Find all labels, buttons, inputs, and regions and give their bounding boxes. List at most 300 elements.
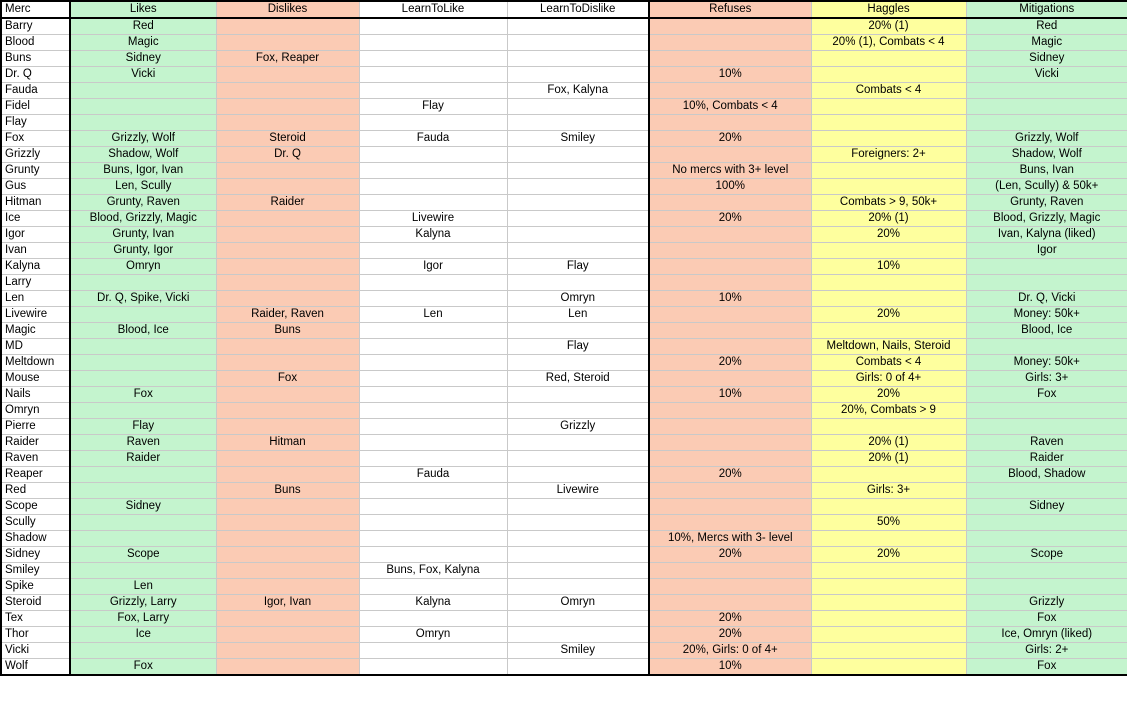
cell[interactable] [507, 659, 649, 676]
cell[interactable] [359, 579, 507, 595]
cell[interactable] [216, 531, 359, 547]
column-header-dislikes[interactable]: Dislikes [216, 1, 359, 18]
cell[interactable] [216, 627, 359, 643]
cell[interactable] [216, 403, 359, 419]
cell[interactable]: Steroid [216, 131, 359, 147]
cell[interactable]: Girls: 2+ [966, 643, 1127, 659]
cell[interactable] [216, 579, 359, 595]
merc-name-cell[interactable]: Shadow [1, 531, 70, 547]
cell[interactable] [811, 467, 966, 483]
cell[interactable] [649, 243, 811, 259]
cell[interactable]: Money: 50k+ [966, 355, 1127, 371]
cell[interactable] [216, 339, 359, 355]
merc-name-cell[interactable]: MD [1, 339, 70, 355]
cell[interactable] [359, 147, 507, 163]
cell[interactable] [811, 275, 966, 291]
cell[interactable] [359, 643, 507, 659]
merc-name-cell[interactable]: Magic [1, 323, 70, 339]
merc-name-cell[interactable]: Pierre [1, 419, 70, 435]
cell[interactable] [649, 435, 811, 451]
cell[interactable] [649, 51, 811, 67]
column-header-mitigations[interactable]: Mitigations [966, 1, 1127, 18]
cell[interactable]: Raven [966, 435, 1127, 451]
merc-name-cell[interactable]: Flay [1, 115, 70, 131]
cell[interactable] [216, 355, 359, 371]
cell[interactable] [649, 259, 811, 275]
cell[interactable] [649, 403, 811, 419]
cell[interactable]: Grizzly, Wolf [966, 131, 1127, 147]
cell[interactable] [359, 435, 507, 451]
cell[interactable]: 20% (1) [811, 451, 966, 467]
cell[interactable] [966, 259, 1127, 275]
cell[interactable]: Blood, Grizzly, Magic [966, 211, 1127, 227]
cell[interactable] [216, 67, 359, 83]
cell[interactable] [811, 643, 966, 659]
cell[interactable] [359, 387, 507, 403]
cell[interactable] [811, 563, 966, 579]
cell[interactable] [216, 291, 359, 307]
cell[interactable]: 50% [811, 515, 966, 531]
cell[interactable] [216, 659, 359, 676]
cell[interactable] [649, 307, 811, 323]
cell[interactable]: Grizzly, Wolf [70, 131, 216, 147]
cell[interactable]: Raider [70, 451, 216, 467]
cell[interactable] [359, 419, 507, 435]
cell[interactable] [507, 579, 649, 595]
merc-name-cell[interactable]: Smiley [1, 563, 70, 579]
cell[interactable] [507, 51, 649, 67]
merc-name-cell[interactable]: Sidney [1, 547, 70, 563]
cell[interactable]: Fox [70, 659, 216, 676]
cell[interactable] [359, 323, 507, 339]
cell[interactable] [507, 627, 649, 643]
cell[interactable] [811, 499, 966, 515]
cell[interactable] [507, 195, 649, 211]
cell[interactable] [70, 515, 216, 531]
cell[interactable]: 20%, Girls: 0 of 4+ [649, 643, 811, 659]
cell[interactable] [507, 67, 649, 83]
cell[interactable]: Grizzly [507, 419, 649, 435]
cell[interactable]: Fox [966, 611, 1127, 627]
cell[interactable]: 20% [649, 467, 811, 483]
cell[interactable] [216, 179, 359, 195]
cell[interactable]: Len [359, 307, 507, 323]
cell[interactable] [359, 83, 507, 99]
cell[interactable]: 10% [649, 291, 811, 307]
cell[interactable] [359, 531, 507, 547]
cell[interactable] [70, 355, 216, 371]
cell[interactable]: Blood, Ice [70, 323, 216, 339]
cell[interactable] [649, 419, 811, 435]
cell[interactable]: Fox, Kalyna [507, 83, 649, 99]
cell[interactable] [359, 67, 507, 83]
cell[interactable] [216, 35, 359, 51]
cell[interactable] [359, 51, 507, 67]
merc-name-cell[interactable]: Blood [1, 35, 70, 51]
cell[interactable]: Len [507, 307, 649, 323]
cell[interactable] [216, 451, 359, 467]
cell[interactable] [359, 515, 507, 531]
cell[interactable] [216, 211, 359, 227]
cell[interactable]: Buns, Igor, Ivan [70, 163, 216, 179]
merc-name-cell[interactable]: Mouse [1, 371, 70, 387]
merc-name-cell[interactable]: Vicki [1, 643, 70, 659]
cell[interactable]: Fox [966, 387, 1127, 403]
cell[interactable] [649, 451, 811, 467]
cell[interactable] [216, 83, 359, 99]
cell[interactable] [811, 67, 966, 83]
merc-name-cell[interactable]: Ice [1, 211, 70, 227]
merc-name-cell[interactable]: Scully [1, 515, 70, 531]
merc-name-cell[interactable]: Reaper [1, 467, 70, 483]
merc-name-cell[interactable]: Fox [1, 131, 70, 147]
merc-name-cell[interactable]: Livewire [1, 307, 70, 323]
cell[interactable] [811, 419, 966, 435]
cell[interactable] [649, 83, 811, 99]
merc-name-cell[interactable]: Gus [1, 179, 70, 195]
cell[interactable]: Dr. Q [216, 147, 359, 163]
cell[interactable]: Foreigners: 2+ [811, 147, 966, 163]
cell[interactable] [216, 275, 359, 291]
merc-name-cell[interactable]: Buns [1, 51, 70, 67]
cell[interactable] [507, 147, 649, 163]
cell[interactable] [507, 323, 649, 339]
cell[interactable] [649, 595, 811, 611]
cell[interactable] [359, 275, 507, 291]
cell[interactable] [966, 563, 1127, 579]
cell[interactable]: Blood, Ice [966, 323, 1127, 339]
cell[interactable] [507, 547, 649, 563]
cell[interactable]: 20% [649, 627, 811, 643]
cell[interactable] [507, 499, 649, 515]
cell[interactable] [649, 579, 811, 595]
merc-name-cell[interactable]: Spike [1, 579, 70, 595]
cell[interactable] [359, 179, 507, 195]
cell[interactable] [649, 35, 811, 51]
cell[interactable]: 20% [649, 211, 811, 227]
cell[interactable]: Livewire [359, 211, 507, 227]
cell[interactable] [359, 611, 507, 627]
cell[interactable]: Grizzly [966, 595, 1127, 611]
cell[interactable] [649, 371, 811, 387]
merc-name-cell[interactable]: Barry [1, 18, 70, 35]
cell[interactable] [507, 355, 649, 371]
cell[interactable] [359, 451, 507, 467]
cell[interactable]: Sidney [70, 499, 216, 515]
cell[interactable] [649, 563, 811, 579]
cell[interactable]: Omryn [507, 291, 649, 307]
cell[interactable]: Igor [359, 259, 507, 275]
merc-name-cell[interactable]: Tex [1, 611, 70, 627]
cell[interactable] [811, 163, 966, 179]
cell[interactable]: Buns [216, 323, 359, 339]
merc-name-cell[interactable]: Len [1, 291, 70, 307]
cell[interactable] [649, 339, 811, 355]
cell[interactable] [359, 115, 507, 131]
cell[interactable]: 20% [649, 547, 811, 563]
cell[interactable] [216, 259, 359, 275]
cell[interactable] [811, 243, 966, 259]
column-header-haggles[interactable]: Haggles [811, 1, 966, 18]
cell[interactable] [70, 99, 216, 115]
cell[interactable]: 100% [649, 179, 811, 195]
cell[interactable] [507, 435, 649, 451]
cell[interactable] [966, 83, 1127, 99]
cell[interactable] [216, 563, 359, 579]
cell[interactable]: Raven [70, 435, 216, 451]
cell[interactable] [216, 99, 359, 115]
merc-name-cell[interactable]: Scope [1, 499, 70, 515]
cell[interactable] [811, 595, 966, 611]
cell[interactable]: Flay [507, 339, 649, 355]
cell[interactable]: Hitman [216, 435, 359, 451]
cell[interactable] [507, 387, 649, 403]
cell[interactable] [507, 211, 649, 227]
column-header-merc[interactable]: Merc [1, 1, 70, 18]
cell[interactable] [811, 611, 966, 627]
cell[interactable]: Buns [216, 483, 359, 499]
cell[interactable] [649, 323, 811, 339]
cell[interactable]: (Len, Scully) & 50k+ [966, 179, 1127, 195]
cell[interactable] [70, 563, 216, 579]
cell[interactable] [811, 291, 966, 307]
cell[interactable] [216, 611, 359, 627]
cell[interactable] [966, 115, 1127, 131]
merc-name-cell[interactable]: Thor [1, 627, 70, 643]
merc-name-cell[interactable]: Steroid [1, 595, 70, 611]
cell[interactable] [649, 147, 811, 163]
cell[interactable]: 10% [649, 387, 811, 403]
cell[interactable] [649, 275, 811, 291]
cell[interactable] [216, 243, 359, 259]
cell[interactable] [649, 499, 811, 515]
cell[interactable] [507, 227, 649, 243]
cell[interactable] [359, 339, 507, 355]
cell[interactable]: Scope [966, 547, 1127, 563]
cell[interactable]: 20% (1) [811, 435, 966, 451]
cell[interactable]: Buns, Fox, Kalyna [359, 563, 507, 579]
cell[interactable]: 20% [649, 355, 811, 371]
cell[interactable]: 10% [649, 67, 811, 83]
merc-name-cell[interactable]: Grunty [1, 163, 70, 179]
cell[interactable] [507, 99, 649, 115]
cell[interactable]: Combats < 4 [811, 83, 966, 99]
cell[interactable]: Sidney [70, 51, 216, 67]
cell[interactable]: Livewire [507, 483, 649, 499]
cell[interactable] [811, 659, 966, 676]
cell[interactable] [649, 515, 811, 531]
cell[interactable]: Dr. Q, Spike, Vicki [70, 291, 216, 307]
cell[interactable] [507, 451, 649, 467]
cell[interactable]: Money: 50k+ [966, 307, 1127, 323]
cell[interactable] [649, 195, 811, 211]
cell[interactable]: 20% [811, 387, 966, 403]
merc-name-cell[interactable]: Fauda [1, 83, 70, 99]
cell[interactable] [216, 515, 359, 531]
cell[interactable] [811, 131, 966, 147]
cell[interactable]: 20% (1), Combats < 4 [811, 35, 966, 51]
cell[interactable] [966, 531, 1127, 547]
cell[interactable]: Smiley [507, 643, 649, 659]
cell[interactable] [70, 307, 216, 323]
merc-name-cell[interactable]: Raven [1, 451, 70, 467]
cell[interactable]: Scope [70, 547, 216, 563]
cell[interactable] [216, 163, 359, 179]
cell[interactable]: 10%, Mercs with 3- level [649, 531, 811, 547]
cell[interactable] [507, 35, 649, 51]
cell[interactable] [811, 179, 966, 195]
cell[interactable]: Vicki [966, 67, 1127, 83]
cell[interactable] [70, 339, 216, 355]
cell[interactable]: Fox, Larry [70, 611, 216, 627]
cell[interactable] [507, 467, 649, 483]
cell[interactable]: 10% [811, 259, 966, 275]
merc-name-cell[interactable]: Fidel [1, 99, 70, 115]
cell[interactable] [216, 387, 359, 403]
cell[interactable]: Shadow, Wolf [966, 147, 1127, 163]
merc-name-cell[interactable]: Igor [1, 227, 70, 243]
cell[interactable]: Red [70, 18, 216, 35]
cell[interactable] [649, 227, 811, 243]
cell[interactable]: Sidney [966, 51, 1127, 67]
cell[interactable]: Vicki [70, 67, 216, 83]
cell[interactable]: Omryn [507, 595, 649, 611]
cell[interactable] [811, 323, 966, 339]
cell[interactable] [359, 18, 507, 35]
cell[interactable]: Blood, Shadow [966, 467, 1127, 483]
cell[interactable] [811, 51, 966, 67]
cell[interactable] [216, 499, 359, 515]
cell[interactable] [966, 339, 1127, 355]
cell[interactable] [507, 163, 649, 179]
column-header-likes[interactable]: Likes [70, 1, 216, 18]
cell[interactable] [359, 547, 507, 563]
merc-name-cell[interactable]: Nails [1, 387, 70, 403]
cell[interactable] [359, 659, 507, 676]
cell[interactable] [966, 419, 1127, 435]
cell[interactable]: Fox [966, 659, 1127, 676]
cell[interactable]: Fauda [359, 467, 507, 483]
cell[interactable] [507, 179, 649, 195]
cell[interactable] [649, 18, 811, 35]
cell[interactable]: Raider [966, 451, 1127, 467]
cell[interactable] [216, 18, 359, 35]
merc-name-cell[interactable]: Meltdown [1, 355, 70, 371]
cell[interactable]: Ice, Omryn (liked) [966, 627, 1127, 643]
cell[interactable]: 20%, Combats > 9 [811, 403, 966, 419]
cell[interactable]: Len, Scully [70, 179, 216, 195]
cell[interactable] [216, 467, 359, 483]
cell[interactable]: Girls: 3+ [811, 483, 966, 499]
cell[interactable]: Flay [70, 419, 216, 435]
cell[interactable]: 20% [649, 611, 811, 627]
cell[interactable] [359, 371, 507, 387]
cell[interactable] [811, 531, 966, 547]
cell[interactable] [70, 483, 216, 499]
cell[interactable]: Flay [507, 259, 649, 275]
cell[interactable] [507, 275, 649, 291]
merc-name-cell[interactable]: Kalyna [1, 259, 70, 275]
cell[interactable]: Red, Steroid [507, 371, 649, 387]
column-header-learn-to-dislike[interactable]: LearnToDislike [507, 1, 649, 18]
cell[interactable]: Grunty, Ivan [70, 227, 216, 243]
cell[interactable]: Combats > 9, 50k+ [811, 195, 966, 211]
cell[interactable]: Magic [70, 35, 216, 51]
cell[interactable] [966, 275, 1127, 291]
cell[interactable] [649, 115, 811, 131]
cell[interactable] [507, 515, 649, 531]
column-header-refuses[interactable]: Refuses [649, 1, 811, 18]
cell[interactable]: Grunty, Igor [70, 243, 216, 259]
cell[interactable] [359, 483, 507, 499]
cell[interactable] [507, 243, 649, 259]
cell[interactable]: Smiley [507, 131, 649, 147]
cell[interactable] [966, 515, 1127, 531]
cell[interactable] [359, 243, 507, 259]
cell[interactable]: 20% (1) [811, 18, 966, 35]
cell[interactable] [811, 579, 966, 595]
column-header-learn-to-like[interactable]: LearnToLike [359, 1, 507, 18]
cell[interactable] [70, 83, 216, 99]
cell[interactable] [507, 611, 649, 627]
cell[interactable]: Raider [216, 195, 359, 211]
cell[interactable]: Fox [216, 371, 359, 387]
cell[interactable] [811, 627, 966, 643]
cell[interactable]: Red [966, 18, 1127, 35]
cell[interactable] [966, 579, 1127, 595]
cell[interactable]: 20% [811, 227, 966, 243]
cell[interactable] [70, 467, 216, 483]
cell[interactable]: Len [70, 579, 216, 595]
cell[interactable]: 20% [649, 131, 811, 147]
cell[interactable] [966, 99, 1127, 115]
cell[interactable] [70, 371, 216, 387]
cell[interactable]: Raider, Raven [216, 307, 359, 323]
cell[interactable]: Grunty, Raven [966, 195, 1127, 211]
cell[interactable] [966, 483, 1127, 499]
cell[interactable] [811, 115, 966, 131]
cell[interactable]: Dr. Q, Vicki [966, 291, 1127, 307]
merc-name-cell[interactable]: Omryn [1, 403, 70, 419]
cell[interactable]: Fauda [359, 131, 507, 147]
cell[interactable]: 10%, Combats < 4 [649, 99, 811, 115]
cell[interactable]: Igor [966, 243, 1127, 259]
cell[interactable]: Kalyna [359, 595, 507, 611]
cell[interactable]: 20% [811, 547, 966, 563]
cell[interactable] [507, 18, 649, 35]
cell[interactable] [359, 403, 507, 419]
cell[interactable]: 10% [649, 659, 811, 676]
cell[interactable]: 20% [811, 307, 966, 323]
cell[interactable]: Igor, Ivan [216, 595, 359, 611]
cell[interactable]: Ivan, Kalyna (liked) [966, 227, 1127, 243]
cell[interactable]: Omryn [70, 259, 216, 275]
cell[interactable] [359, 499, 507, 515]
cell[interactable] [811, 99, 966, 115]
cell[interactable]: Ice [70, 627, 216, 643]
cell[interactable] [966, 403, 1127, 419]
cell[interactable]: Girls: 0 of 4+ [811, 371, 966, 387]
cell[interactable]: Magic [966, 35, 1127, 51]
merc-name-cell[interactable]: Grizzly [1, 147, 70, 163]
cell[interactable] [216, 643, 359, 659]
cell[interactable]: Grizzly, Larry [70, 595, 216, 611]
merc-name-cell[interactable]: Hitman [1, 195, 70, 211]
cell[interactable] [216, 547, 359, 563]
cell[interactable]: Omryn [359, 627, 507, 643]
cell[interactable]: Combats < 4 [811, 355, 966, 371]
cell[interactable] [216, 115, 359, 131]
